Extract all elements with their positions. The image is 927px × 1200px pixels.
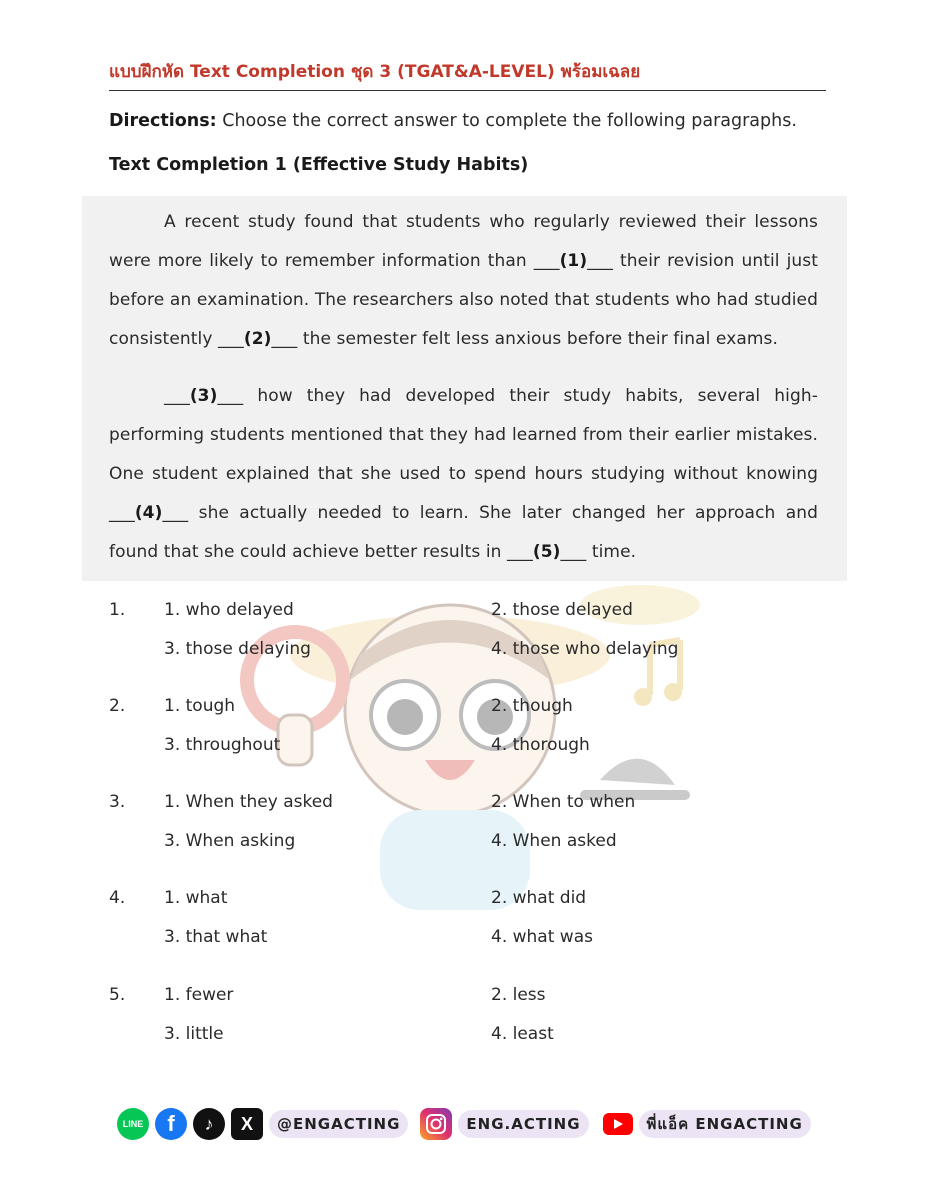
tiktok-icon[interactable]: ♪ bbox=[193, 1108, 225, 1140]
blank-3: ___(3)___ bbox=[164, 386, 244, 406]
question-number-5: 5. bbox=[109, 985, 126, 1005]
section-title: Text Completion 1 (Effective Study Habits) bbox=[109, 155, 529, 175]
question-2-option-4: 4. thorough bbox=[491, 735, 590, 755]
handle-engacting[interactable]: @ENGACTING bbox=[269, 1110, 408, 1138]
question-1-option-3: 3. those delaying bbox=[164, 639, 311, 659]
question-number-1: 1. bbox=[109, 600, 126, 620]
question-4-option-2: 2. what did bbox=[491, 888, 587, 908]
passage-text: the semester felt less anxious before their final exams. bbox=[297, 329, 778, 349]
x-icon[interactable]: X bbox=[231, 1108, 263, 1140]
directions-label: Directions: bbox=[109, 111, 217, 131]
passage-text: how they had developed their study habits, several high-performing students mentioned that they had learned from their earlier mistakes. One student explained that she used to spend hours studying without knowing bbox=[109, 386, 818, 484]
question-3-option-3: 3. When asking bbox=[164, 831, 296, 851]
question-5-option-3: 3. little bbox=[164, 1024, 224, 1044]
question-4-option-1: 1. what bbox=[164, 888, 228, 908]
blank-1: ___(1)___ bbox=[533, 251, 614, 271]
directions-text: Choose the correct answer to complete the following paragraphs. bbox=[216, 111, 797, 131]
question-4-option-4: 4. what was bbox=[491, 927, 593, 947]
passage-text: A recent study found that students who regularly reviewed their lessons were more likely to remember information than bbox=[109, 212, 818, 271]
instagram-icon[interactable] bbox=[420, 1108, 452, 1140]
question-number-4: 4. bbox=[109, 888, 126, 908]
line-icon[interactable]: LINE bbox=[117, 1108, 149, 1140]
youtube-icon[interactable] bbox=[603, 1113, 633, 1135]
handle-eng-acting[interactable]: ENG.ACTING bbox=[458, 1110, 588, 1138]
question-3-option-4: 4. When asked bbox=[491, 831, 617, 851]
blank-2: ___(2)___ bbox=[218, 329, 298, 349]
question-2-option-3: 3. throughout bbox=[164, 735, 281, 755]
passage-paragraph-1 bbox=[109, 203, 818, 359]
header-divider bbox=[109, 90, 826, 91]
question-5-option-1: 1. fewer bbox=[164, 985, 234, 1005]
question-2-option-2: 2. though bbox=[491, 696, 573, 716]
page-header-title: แบบฝึกหัด Text Completion ชุด 3 (TGAT&A-LEVEL) พร้อมเฉลย bbox=[109, 62, 641, 82]
question-2-option-1: 1. tough bbox=[164, 696, 236, 716]
handle-youtube-engacting[interactable]: พี่แอ็ค ENGACTING bbox=[639, 1110, 811, 1138]
passage-text: she actually needed to learn. She later changed her approach and found that she could achieve better results in bbox=[109, 503, 818, 562]
passage-paragraph-2 bbox=[109, 377, 818, 572]
question-1-option-1: 1. who delayed bbox=[164, 600, 294, 620]
passage-text: their revision until just before an examination. The researchers also noted that students who had studied consistently bbox=[109, 251, 818, 349]
question-1-option-4: 4. those who delaying bbox=[491, 639, 679, 659]
question-3-option-1: 1. When they asked bbox=[164, 792, 333, 812]
social-footer bbox=[117, 1108, 827, 1140]
directions bbox=[109, 111, 797, 131]
blank-5: ___(5)___ bbox=[507, 542, 587, 562]
question-5-option-4: 4. least bbox=[491, 1024, 554, 1044]
passage-text: time. bbox=[586, 542, 637, 562]
question-1-option-2: 2. those delayed bbox=[491, 600, 633, 620]
question-5-option-2: 2. less bbox=[491, 985, 546, 1005]
blank-4: ___(4)___ bbox=[109, 503, 189, 523]
facebook-icon[interactable]: f bbox=[155, 1108, 187, 1140]
question-4-option-3: 3. that what bbox=[164, 927, 268, 947]
question-3-option-2: 2. When to when bbox=[491, 792, 636, 812]
question-number-3: 3. bbox=[109, 792, 126, 812]
question-number-2: 2. bbox=[109, 696, 126, 716]
